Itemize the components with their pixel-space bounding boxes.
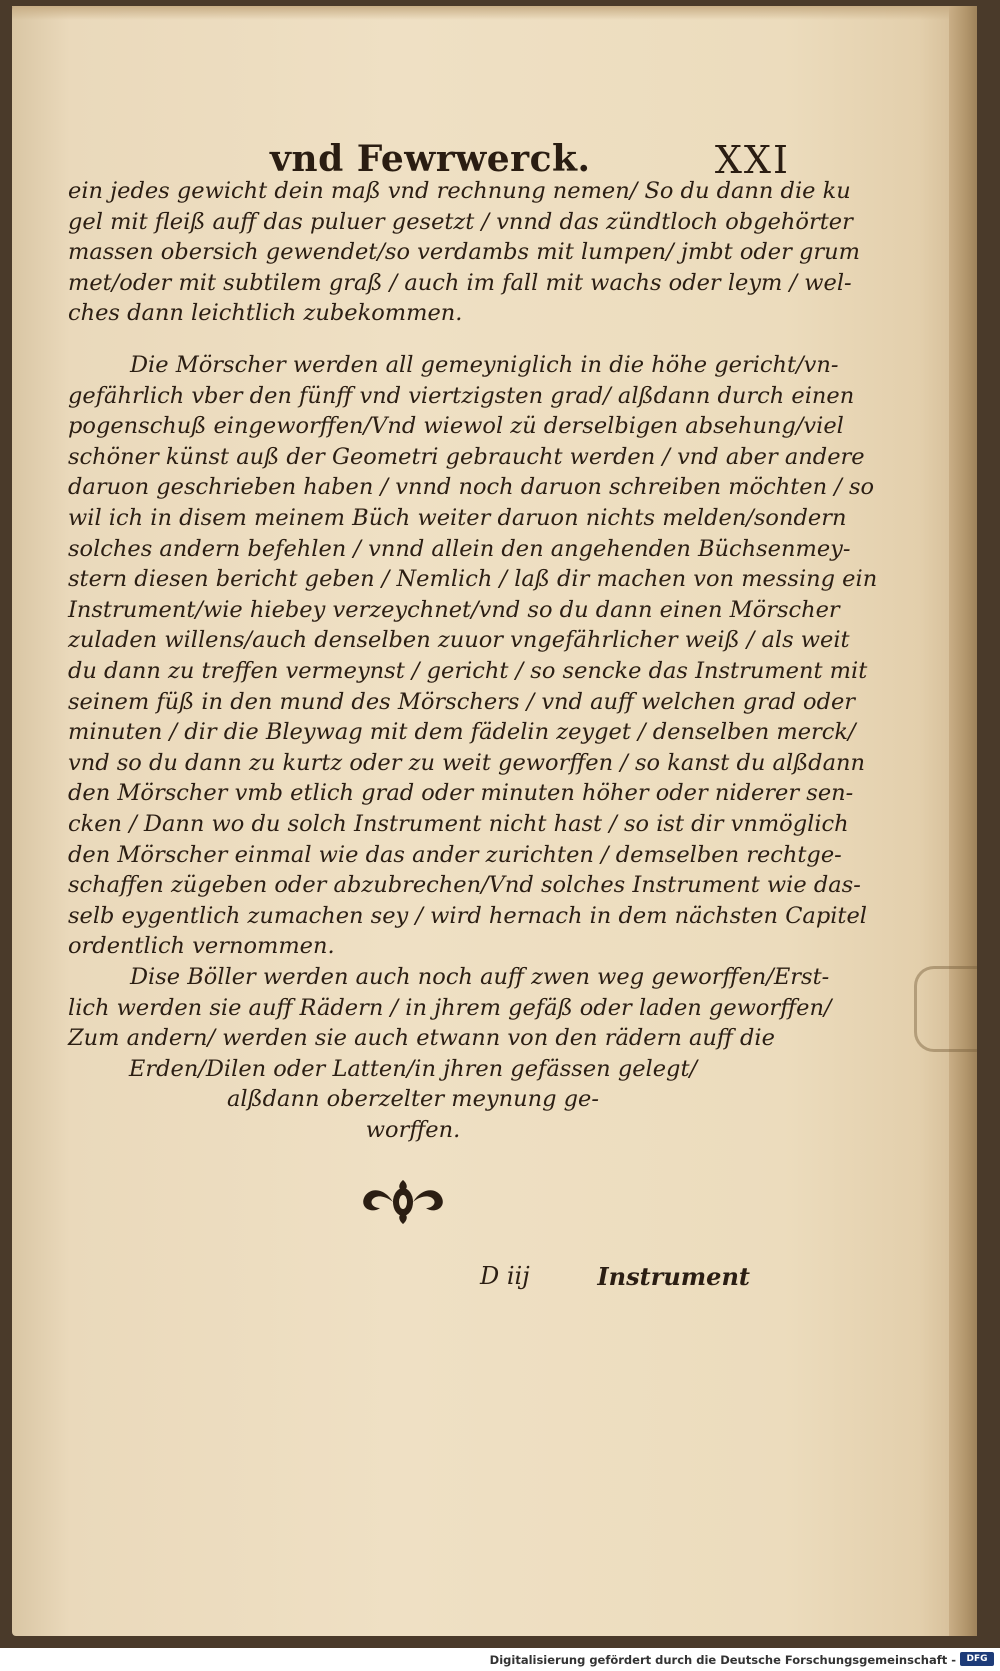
text-line: ein jedes gewicht dein maß vnd rechnung nemen/ So du dann die ku [68, 178, 851, 204]
paragraph-3 [68, 962, 832, 1146]
text-line: ordentlich vernommen. [68, 933, 335, 960]
page-clip-mark [914, 966, 977, 1052]
text-line: stern diesen bericht geben / Nemlich / laß dir machen von messing ein [68, 566, 878, 593]
text-line: daruon geschrieben haben / vnnd noch daruon schreiben möchten / so [68, 474, 875, 501]
text-line: solches andern befehlen / vnnd allein den angehenden Büchsenmey- [68, 535, 851, 562]
text-line: gel mit fleiß auff das puluer gesetzt / vnnd das zündtloch obgehörter [68, 208, 853, 235]
text-line: minuten / dir die Bleywag mit dem fädelin zeyget / denselben merck/ [68, 719, 856, 746]
digitization-credit-bar [0, 1648, 1000, 1671]
text-line: met/oder mit subtilem graß / auch im fall mit wachs oder leym / wel- [68, 269, 852, 296]
folio-number: XXI [714, 138, 790, 182]
credit-text: Digitalisierung gefördert durch die Deutsche Forschungsgemeinschaft - [489, 1653, 956, 1667]
text-line: gefährlich vber den fünff vnd viertzigsten grad/ alßdann durch einen [68, 382, 855, 409]
catchword: Instrument [597, 1262, 750, 1291]
text-line: ches dann leichtlich zubekommen. [68, 300, 463, 327]
signature-mark: D iij [480, 1262, 530, 1290]
text-line: vnd so du dann zu kurtz oder zu weit geworffen / so kanst du alßdann [68, 749, 865, 776]
running-title: vnd Fewrwerck. [270, 138, 591, 180]
text-line: worffen. [365, 1116, 461, 1143]
text-line: Instrument/wie hiebey verzeychnet/vnd so du dann einen Mörscher [68, 596, 840, 623]
paragraph-2 [68, 350, 878, 962]
text-line: wil ich in disem meinem Büch weiter daruon nichts melden/sondern [68, 504, 847, 531]
text-line: den Mörscher vmb etlich grad oder minuten höher oder niderer sen- [68, 780, 854, 807]
paragraph-1 [68, 176, 860, 329]
page-fore-edge [949, 6, 977, 1636]
dfg-logo: DFG [960, 1652, 994, 1666]
text-line: du dann zu treffen vermeynst / gericht / so sencke das Instrument mit [68, 657, 868, 684]
text-line: seinem füß in den mund des Mörschers / vnd auff welchen grad oder [68, 688, 856, 715]
text-line: Zum andern/ werden sie auch etwann von den rädern auff die [68, 1025, 775, 1052]
text-line: schöner künst auß der Geometri gebraucht werden / vnd aber andere [68, 443, 865, 470]
text-line: alßdann oberzelter meynung ge- [227, 1086, 599, 1113]
text-line: lich werden sie auff Rädern / in jhrem gefäß oder laden geworffen/ [68, 994, 832, 1021]
text-line: Dise Böller werden auch noch auff zwen weg geworffen/Erst- [130, 964, 830, 990]
page-top-edge [12, 6, 977, 20]
text-line: Die Mörscher werden all gemeyniglich in die höhe gericht/vn- [130, 352, 839, 378]
text-line: den Mörscher einmal wie das ander zurichten / demselben rechtge- [68, 841, 842, 868]
text-line: massen obersich gewendet/so verdambs mit lumpen/ jmbt oder grum [68, 239, 860, 266]
fleuron-ornament-icon [358, 1178, 448, 1226]
text-line: zuladen willens/auch denselben zuuor vngefährlicher weiß / als weit [68, 627, 850, 654]
text-line: schaffen zügeben oder abzubrechen/Vnd solches Instrument wie das- [68, 872, 861, 899]
text-line: Erden/Dilen oder Latten/in jhren gefässen gelegt/ [128, 1055, 698, 1082]
text-line: cken / Dann wo du solch Instrument nicht hast / so ist dir vnmöglich [68, 810, 849, 837]
text-line: selb eygentlich zumachen sey / wird hernach in dem nächsten Capitel [68, 902, 867, 929]
page-footer [70, 1262, 750, 1302]
text-line: pogenschuß eingeworffen/Vnd wiewol zü derselbigen absehung/viel [68, 413, 844, 440]
